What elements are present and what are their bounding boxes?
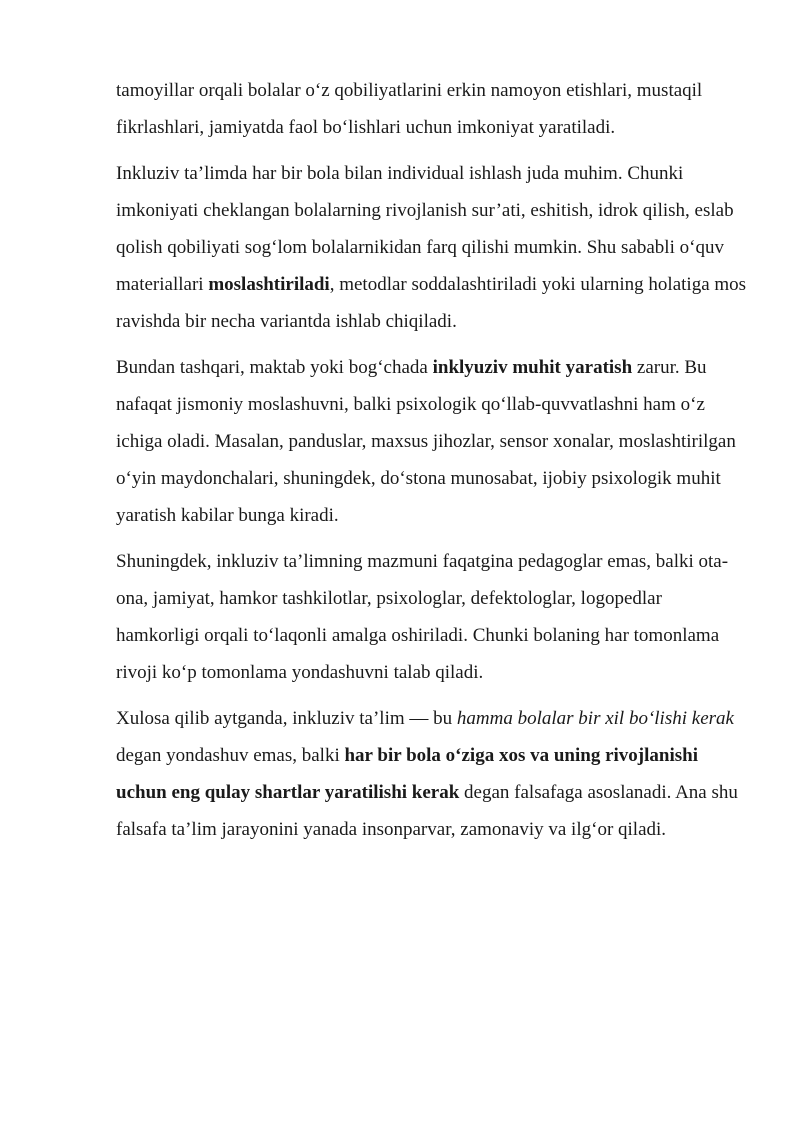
document-page	[116, 72, 748, 857]
paragraph-2-text-b: , metodlar soddalashtiriladi yoki ularning holatiga mos ravishda bir necha variantda ishlab chiqiladi.	[116, 274, 747, 332]
paragraph-2-bold-term: moslashtiriladi	[208, 274, 330, 295]
paragraph-3-text-b: zarur. Bu nafaqat jismoniy moslashuvni, balki psixologik qo‘llab-quvvatlashni ham o‘z ichiga oladi. Masalan, panduslar, maxsus jihozlar, sensor xonalar, moslashtirilgan o‘yin maydonchalari, shuningdek, do‘stona munosabat, ijobiy psixologik muhit yaratish kabilar bunga kiradi.	[116, 357, 736, 526]
paragraph-2-text-a: Inkluziv ta’limda har bir bola bilan individual ishlash juda muhim. Chunki imkoniyati cheklangan bolalarning rivojlanish sur’ati, eshitish, idrok qilish, eslab qolish qobiliyati sog‘lom bolalarnikidan farq qilishi mumkin. Shu sababli o‘quv materiallari	[116, 163, 734, 295]
paragraph-5-text-c: degan falsafaga asoslanadi. Ana shu falsafa ta’lim jarayonini yanada insonparvar, zamonaviy va ilg‘or qiladi.	[116, 782, 738, 840]
paragraph-1	[116, 72, 748, 146]
paragraph-5-text-b: degan yondashuv emas, balki	[116, 745, 345, 766]
paragraph-4-text: Shuningdek, inkluziv ta’limning mazmuni faqatgina pedagoglar emas, balki ota-ona, jamiyat, hamkor tashkilotlar, psixologlar, defektologlar, logopedlar hamkorligi orqali to‘laqonli amalga oshiriladi. Chunki bolaning har tomonlama rivoji ko‘p tomonlama yondashuvni talab qiladi.	[116, 551, 729, 683]
paragraph-3-bold-term: inklyuziv muhit yaratish	[432, 357, 633, 378]
paragraph-5	[116, 700, 748, 848]
paragraph-5-text-a: Xulosa qilib aytganda, inkluziv ta’lim — bu	[116, 708, 457, 729]
paragraph-5-bold-phrase: har bir bola o‘ziga xos va uning rivojlanishi uchun eng qulay shartlar yaratilishi kerak	[116, 745, 698, 803]
paragraph-1-text: tamoyillar orqali bolalar o‘z qobiliyatlarini erkin namoyon etishlari, mustaqil fikrlashlari, jamiyatda faol bo‘lishlari uchun imkoniyat yaratiladi.	[116, 80, 703, 138]
paragraph-4	[116, 543, 748, 691]
paragraph-3-text-a: Bundan tashqari, maktab yoki bog‘chada	[116, 357, 433, 378]
paragraph-2	[116, 155, 748, 340]
paragraph-3	[116, 349, 748, 534]
paragraph-5-italic-phrase: hamma bolalar bir xil bo‘lishi kerak	[456, 708, 734, 729]
